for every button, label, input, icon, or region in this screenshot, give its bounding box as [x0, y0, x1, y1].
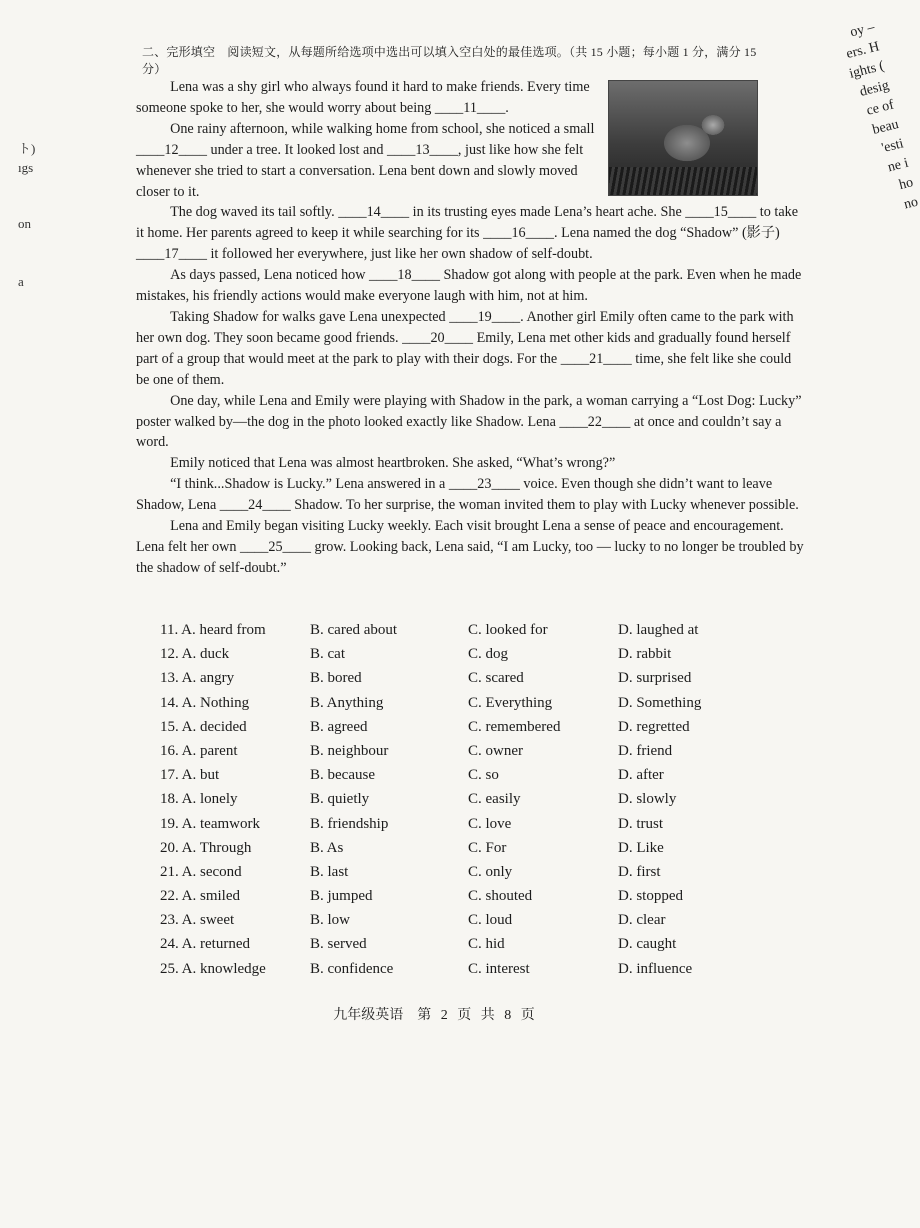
option-c: C. remembered — [468, 718, 561, 735]
bleed-text: a — [18, 274, 24, 289]
question-row — [160, 719, 780, 743]
option-d: D. influence — [618, 960, 693, 977]
option-b: B. jumped — [310, 888, 373, 905]
passage-paragraph: The dog waved its tail softly. ____14____ in its trusting eyes made Lena’s heart ache. She ____15____ to take it home. Her parents agreed to keep it while searching for its ____16____. Lena named the dog “Shadow” (影子) ____17____ it followed her everywhere, just like her own shadow of self-doubt. — [136, 204, 799, 263]
question-row — [160, 864, 780, 888]
passage-paragraph: Emily noticed that Lena was almost heartbroken. She asked, “What’s wrong?” — [170, 455, 616, 472]
passage-paragraph: As days passed, Lena noticed how ____18____ Shadow got along with people at the park. Even when he made mistakes, his friendly actions would make everyone laugh with him, not at him. — [136, 267, 802, 305]
option-b: B. As — [310, 839, 344, 856]
bleed-text: ce of — [865, 97, 896, 119]
bleed-text: desig — [858, 78, 891, 100]
option-d: D. surprised — [618, 670, 692, 687]
page-footer: 九年级英语 第 2 页 共 8 页 — [333, 1008, 535, 1023]
question-row — [160, 888, 780, 912]
option-a: 15. A. decided — [160, 718, 247, 735]
option-c: C. shouted — [468, 888, 533, 905]
question-row — [160, 961, 780, 985]
option-d: D. rabbit — [618, 646, 672, 663]
option-b: B. Anything — [310, 694, 384, 711]
bleed-text: 'esti — [880, 136, 906, 157]
option-d: D. caught — [618, 936, 677, 953]
option-a: 13. A. angry — [160, 670, 235, 687]
bleed-text: beau — [871, 116, 901, 138]
option-b: B. agreed — [310, 718, 368, 735]
bleed-text: ers. H — [844, 39, 881, 62]
question-row — [160, 646, 780, 670]
option-c: C. dog — [468, 646, 509, 663]
option-c: C. so — [468, 767, 499, 784]
bleed-text: ights ( — [847, 58, 886, 82]
bleed-text: ne i — [886, 155, 910, 176]
section-header: 二、完形填空 阅读短文，从每题所给选项中选出可以填入空白处的最佳选项。（共 15 小题；每小题 1 分，满分 15 分） — [142, 45, 757, 76]
option-a: 23. A. sweet — [160, 912, 235, 929]
question-row — [160, 791, 780, 815]
option-b: B. cat — [310, 646, 345, 663]
option-d: D. regretted — [618, 718, 690, 735]
option-a: 25. A. knowledge — [160, 960, 266, 977]
option-c: C. interest — [468, 960, 530, 977]
option-c: C. Everything — [468, 694, 553, 711]
option-a: 12. A. duck — [160, 646, 230, 663]
right-margin-bleed — [827, 18, 918, 213]
option-c: C. owner — [468, 742, 523, 759]
option-c: C. For — [468, 839, 507, 856]
option-a: 24. A. returned — [160, 936, 250, 953]
option-b: B. low — [310, 912, 351, 929]
option-a: 20. A. Through — [160, 839, 252, 856]
cloze-passage — [136, 77, 804, 579]
option-c: C. scared — [468, 670, 524, 687]
option-c: C. hid — [468, 936, 505, 953]
question-row — [160, 670, 780, 694]
question-row — [160, 767, 780, 791]
option-d: D. friend — [618, 742, 673, 759]
question-row — [160, 695, 780, 719]
option-a: 17. A. but — [160, 767, 220, 784]
option-a: 18. A. lonely — [160, 791, 238, 808]
option-d: D. laughed at — [618, 622, 699, 638]
passage-paragraph: Lena and Emily began visiting Lucky weekly. Each visit brought Lena a sense of peace and encouragement. Lena felt her own ____25____ grow. Looking back, Lena said, “I am Lucky, too — lucky to no longer be troubled by the shadow of self-doubt.” — [136, 518, 804, 576]
passage-paragraph: One rainy afternoon, while walking home from school, she noticed a small ____12____ under a tree. It looked lost and ____13____, just like how she felt whenever she tried to start a conversation. Lena bent down and slowly moved closer to it. — [136, 120, 595, 200]
option-a: 11. A. heard from — [160, 622, 266, 638]
question-row — [160, 816, 780, 840]
option-a: 19. A. teamwork — [160, 815, 260, 832]
option-a: 16. A. parent — [160, 742, 238, 759]
passage-paragraph: One day, while Lena and Emily were playing with Shadow in the park, a woman carrying a “Lost Dog: Lucky” poster walked by—the dog in the photo looked exactly like Shadow. Lena ____22____ at once and couldn’t say a word. — [136, 392, 802, 451]
option-c: C. love — [468, 815, 512, 832]
passage-paragraph: Lena was a shy girl who always found it hard to make friends. Every time someone spoke to her, she would worry about being ____11____. — [136, 79, 590, 116]
question-row — [160, 912, 780, 936]
bleed-text: ho — [897, 175, 915, 194]
question-row — [160, 840, 780, 864]
option-b: B. bored — [310, 670, 362, 687]
option-b: B. quietly — [310, 791, 370, 808]
option-b: B. confidence — [310, 960, 394, 977]
question-row — [160, 743, 780, 767]
option-d: D. after — [618, 767, 664, 784]
bleed-text: no — [902, 194, 920, 213]
option-d: D. stopped — [618, 888, 683, 905]
passage-paragraph: “I think...Shadow is Lucky.” Lena answered in a ____23____ voice. Even though she didn’t want to leave Shadow, Lena ____24____ Shadow. To her surprise, the woman invited them to play with Lucky whenever possible. — [136, 476, 799, 514]
option-a: 21. A. second — [160, 863, 242, 880]
option-d: D. Something — [618, 694, 702, 711]
option-b: B. last — [310, 863, 349, 880]
option-b: B. neighbour — [310, 742, 389, 759]
option-c: C. only — [468, 863, 513, 880]
option-c: C. easily — [468, 791, 521, 808]
option-c: C. looked for — [468, 622, 548, 638]
bleed-text: ıgs — [18, 160, 34, 175]
passage-paragraph: Taking Shadow for walks gave Lena unexpected ____19____. Another girl Emily often came to the park with her own dog. They soon became good friends. ____20____ Emily, Lena met other kids and gradually found herself part of a group that would meet at the park to play with their dogs. For the ____21____ time, she felt like she could be one of them. — [136, 308, 794, 388]
option-c: C. loud — [468, 912, 513, 929]
option-b: B. friendship — [310, 815, 389, 832]
option-b: B. because — [310, 767, 375, 784]
bleed-text: ト) — [18, 141, 36, 156]
option-d: D. Like — [618, 839, 664, 856]
option-d: D. slowly — [618, 791, 677, 808]
bleed-text: oy – — [848, 19, 877, 41]
option-d: D. trust — [618, 815, 663, 832]
option-a: 14. A. Nothing — [160, 694, 250, 711]
option-b: B. cared about — [310, 622, 398, 638]
question-row — [160, 936, 780, 960]
option-d: D. clear — [618, 912, 666, 929]
question-row — [160, 622, 780, 646]
option-a: 22. A. smiled — [160, 888, 241, 905]
bleed-text: on — [18, 216, 31, 231]
option-b: B. served — [310, 936, 367, 953]
answer-options — [160, 622, 780, 985]
option-d: D. first — [618, 863, 661, 880]
